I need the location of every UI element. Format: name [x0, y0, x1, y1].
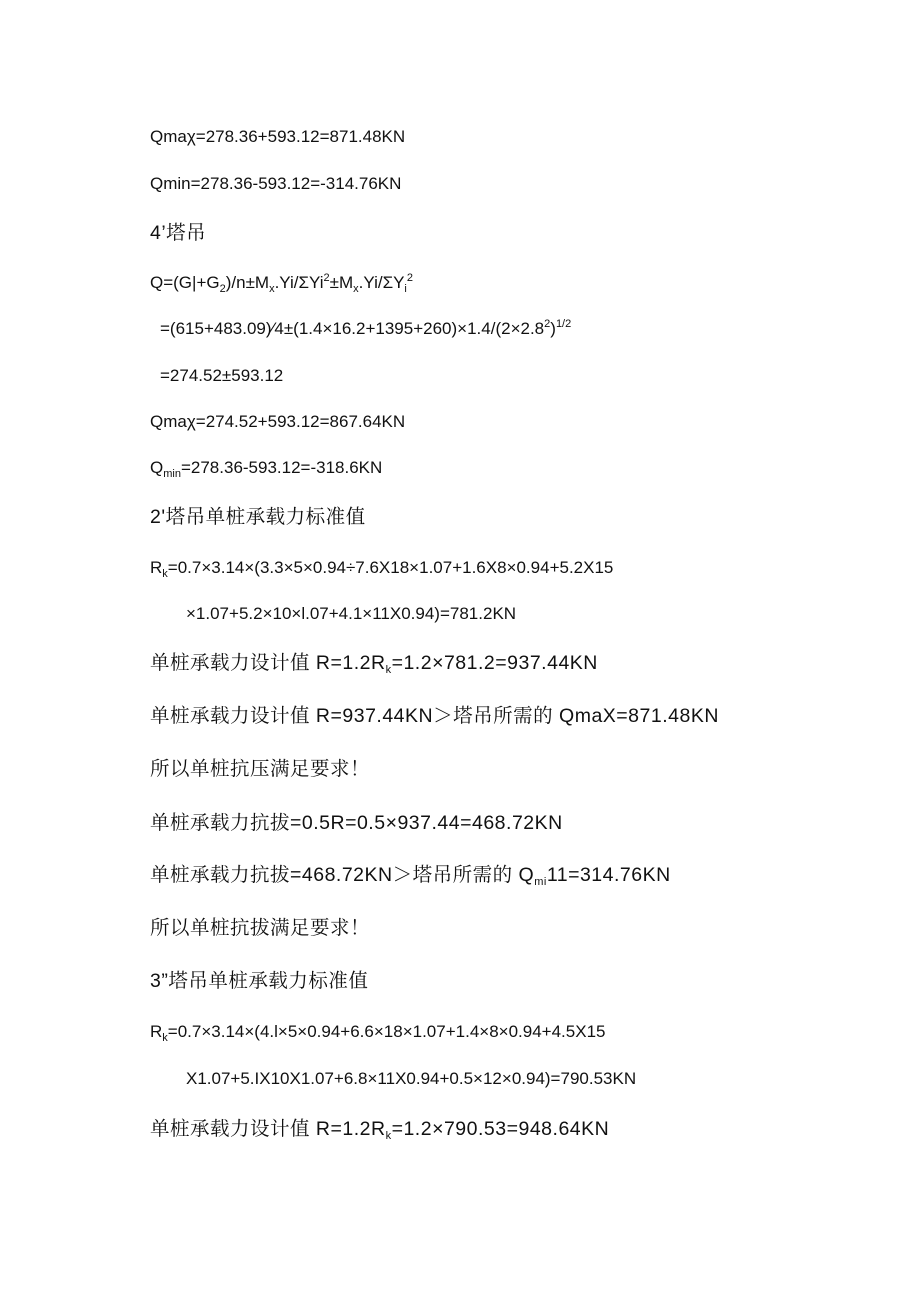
formula-line-q: $Q=(G|+G_2)/n\pm M_x.Yi/\Sigma Yi^2\pm M_x.Yi/\Sigma Y_i^2$ [150, 272, 413, 295]
formula-line-result: =274.52±593.12 [160, 366, 284, 385]
uplift-value-line: 单桩承载力抗拔=0.5R=0.5×937.44=468.72KN [150, 812, 563, 834]
section-heading-crane-2: 2'塔吊单桩承载力标准值 [150, 506, 366, 528]
design-value-comparison: 单桩承载力设计值 R=937.44KN＞塔吊所需的 QmaX=871.48KN [150, 705, 719, 727]
rk-formula-line-4: X1.07+5.IX10X1.07+6.8×11X0.94+0.5×12×0.94)=790.53KN [186, 1069, 637, 1088]
formula-line-substitution: $=(615+483.09)⁄4\pm(1.4\times 16.2+1395+260)\times 1.4/(2\times 2.8^2)^{1/2}$ [160, 318, 572, 338]
design-value-line-1: 单桩承载力设计值 $R=1.2R_k=1.2\times 781.2=937.44KN$ [150, 652, 598, 676]
design-value-line-2: 单桩承载力设计值 $R=1.2R_k=1.2\times 790.53=948.64KN$ [150, 1118, 610, 1142]
rk-formula-line-1: $R_k=0.7\times 3.14\times(3.3\times 5\times 0.94\div 7.6X18\times 1.07+1.6X8\times 0.94+5.2X15$ [150, 558, 614, 580]
uplift-comparison: 单桩承载力抗拔=468.72KN＞塔吊所需的 $Q_{mi}11=314.76KN$ [150, 864, 671, 888]
qmin-line-1: Qmin=278.36-593.12=-314.76KN [150, 174, 402, 193]
qmax-line-2: Qmaχ=274.52+593.12=867.64KN [150, 412, 406, 431]
qmax-line-1: Qmaχ=278.36+593.12=871.48KN [150, 127, 406, 146]
rk-formula-line-2: ×1.07+5.2×10×l.07+4.1×11X0.94)=781.2KN [186, 604, 517, 623]
rk-formula-line-3: $R_k=0.7\times 3.14\times(4.l\times 5\times 0.94+6.6\times 18\times 1.07+1.4\times 8\times 0.94+4.5X15$ [150, 1022, 606, 1044]
section-heading-crane-3: 3”塔吊单桩承载力标准值 [150, 970, 369, 992]
uplift-conclusion: 所以单桩抗拔满足要求！ [150, 917, 371, 939]
qmin-line-2: $Q_{min}=278.36-593.12=-318.6KN$ [150, 458, 383, 480]
compression-conclusion: 所以单桩抗压满足要求！ [150, 758, 371, 780]
section-heading-crane-4: 4’塔吊 [150, 222, 207, 244]
